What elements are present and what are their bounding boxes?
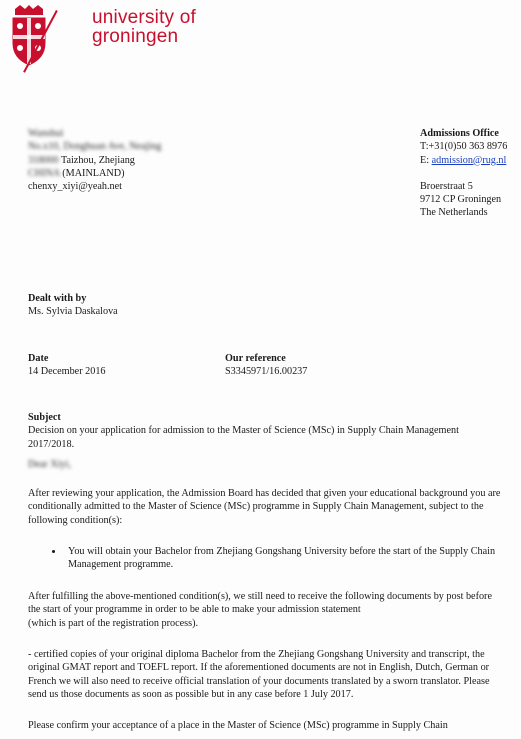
body-paragraph-2	[28, 590, 506, 630]
dealt-with-block	[28, 292, 118, 319]
date-value: 14 December 2016	[28, 366, 106, 378]
reference-label: Our reference	[225, 353, 286, 364]
body-paragraph-3: - certified copies of your original diploma Bachelor from the Zhejiang Gongshang University and transcript, the original GMAT report and TOEFL report. If the aforementioned documents are not in English, Dutch, German or French we will also need to receive official translation of your documents translated by a sworn translator. Please send us those documents as soon as possible but in any case before 1 July 2017.	[28, 649, 490, 700]
office-postal: 9712 CP Groningen	[420, 194, 502, 205]
office-email-line	[420, 154, 520, 167]
recipient-name: Wanshui	[28, 128, 64, 139]
body-paragraph-1: After reviewing your application, the Admission Board has decided that given your educational background you are conditionally admitted to the Master of Science (MSc) programme in Supply Chain Management, subject to the following condition(s):	[28, 488, 501, 526]
subject-block	[28, 411, 506, 451]
dealt-with-value: Ms. Sylvia Daskalova	[28, 306, 118, 318]
university-name-line1: university of	[92, 7, 196, 28]
office-contact	[420, 127, 520, 220]
salutation: Dear Xiyi,	[28, 459, 71, 470]
office-country: The Netherlands	[420, 207, 488, 219]
recipient-country: (MAINLAND)	[62, 167, 125, 179]
recipient-email: chenxy_xiyi@yeah.net	[28, 181, 122, 192]
subject-text: Decision on your application for admission to the Master of Science (MSc) in Supply Chain Management 2017/2018.	[28, 425, 459, 450]
office-street: Broerstraat 5	[420, 180, 473, 192]
recipient-country-name: CHINA	[28, 167, 60, 179]
body-paragraph-2-note: (which is part of the registration process).	[28, 617, 199, 629]
recipient-city-line	[28, 154, 228, 167]
recipient-city: Taizhou, Zhejiang	[60, 154, 135, 166]
date-block	[28, 352, 106, 379]
office-title: Admissions Office	[420, 128, 499, 139]
university-name	[92, 8, 196, 46]
condition-item: • You will obtain your Bachelor from Zhejiang Gongshang University before the start of the Supply Chain Management programme.	[64, 545, 506, 572]
recipient-country-line	[28, 167, 228, 180]
reference-value: S3345971/16.00237	[225, 366, 308, 378]
recipient-street: No.x10, Donghuan Ave, Neajing	[28, 141, 162, 153]
office-email-link[interactable]: admission@rug.nl	[431, 154, 507, 166]
body-paragraph-4: Please confirm your acceptance of a place in the Master of Science (MSc) programme in Supply Chain	[28, 720, 448, 731]
office-phone: T:+31(0)50 363 8976	[420, 141, 508, 153]
dealt-with-label: Dealt with by	[28, 293, 87, 304]
office-email-label: E:	[420, 154, 430, 166]
reference-block	[225, 352, 307, 379]
date-label: Date	[28, 353, 49, 364]
recipient-address	[28, 127, 228, 193]
university-name-line2: groningen	[92, 26, 179, 47]
condition-list	[28, 545, 506, 572]
body-paragraph-2-text: After fulfilling the above-mentioned condition(s), we still need to receive the following documents by post before the start of your programme in order to be able to make your admission statement	[28, 591, 492, 616]
subject-label: Subject	[28, 412, 61, 423]
recipient-postcode: 318000	[28, 154, 59, 166]
